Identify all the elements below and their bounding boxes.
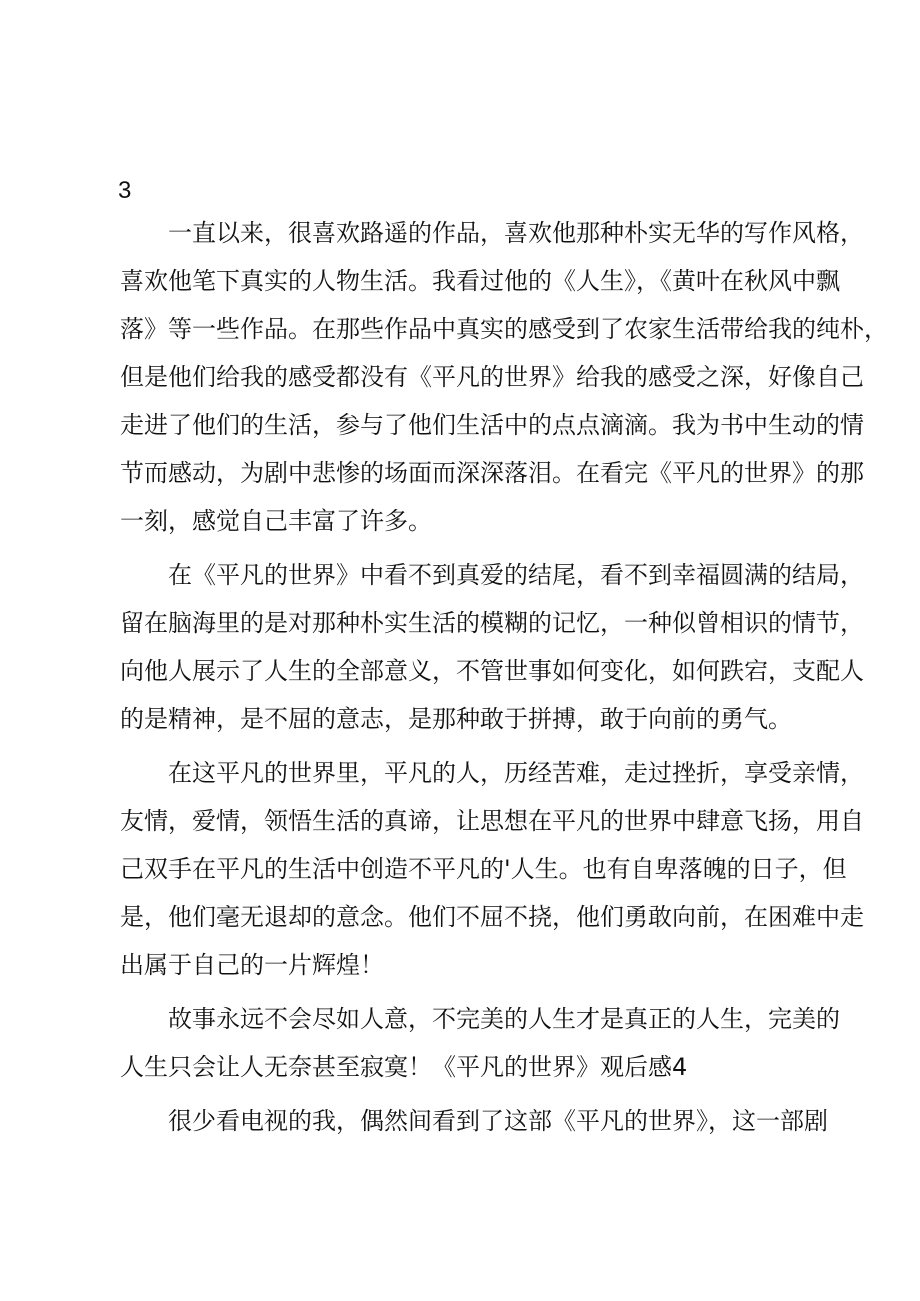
paragraph-1-line-1: 一直以来，很喜欢路遥的作品，喜欢他那种朴实无华的写作风格， (168, 219, 864, 247)
paragraph-4-line-1: 故事永远不会尽如人意，不完美的人生才是真正的人生，完美的 (168, 1005, 840, 1033)
paragraph-3-line-3: 己双手在平凡的生活中创造不平凡的'人生。也有自卑落魄的日子，但 (120, 855, 847, 883)
paragraph-1-line-7: 一刻，感觉自己丰富了许多。 (120, 507, 432, 535)
paragraph-1-line-6: 节而感动，为剧中悲惨的场面而深深落泪。在看完《平凡的世界》的那 (120, 459, 864, 487)
paragraph-1-line-3: 落》等一些作品。在那些作品中真实的感受到了农家生活带给我的纯朴， (120, 315, 888, 343)
paragraph-3-line-5: 出属于自己的一片辉煌！ (120, 951, 384, 979)
paragraph-3-line-1: 在这平凡的世界里，平凡的人，历经苦难，走过挫折，享受亲情， (168, 759, 864, 787)
page-number: 3 (118, 177, 132, 204)
paragraph-2-line-3: 向他人展示了人生的全部意义，不管世事如何变化，如何跌宕，支配人 (120, 657, 864, 685)
paragraph-3-line-4: 是，他们毫无退却的意念。他们不屈不挠，他们勇敢向前，在困难中走 (120, 903, 864, 931)
paragraph-1-line-4: 但是他们给我的感受都没有《平凡的世界》给我的感受之深，好像自己 (120, 363, 864, 391)
paragraph-4-line-2: 人生只会让人无奈甚至寂寞！《平凡的世界》观后感4 (120, 1053, 688, 1081)
paragraph-5-line-1: 很少看电视的我，偶然间看到了这部《平凡的世界》，这一部剧 (168, 1107, 828, 1135)
paragraph-2-line-4: 的是精神，是不屈的意志，是那种敢于拼搏，敢于向前的勇气。 (120, 705, 792, 733)
paragraph-1-line-2: 喜欢他笔下真实的人物生活。我看过他的《人生》，《黄叶在秋风中飘 (120, 267, 840, 295)
paragraph-2-line-1: 在《平凡的世界》中看不到真爱的结尾，看不到幸福圆满的结局， (168, 561, 864, 589)
paragraph-3-line-2: 友情，爱情，领悟生活的真谛，让思想在平凡的世界中肆意飞扬，用自 (120, 807, 864, 835)
paragraph-2-line-2: 留在脑海里的是对那种朴实生活的模糊的记忆，一种似曾相识的情节， (120, 609, 864, 637)
paragraph-1-line-5: 走进了他们的生活，参与了他们生活中的点点滴滴。我为书中生动的情 (120, 411, 864, 439)
